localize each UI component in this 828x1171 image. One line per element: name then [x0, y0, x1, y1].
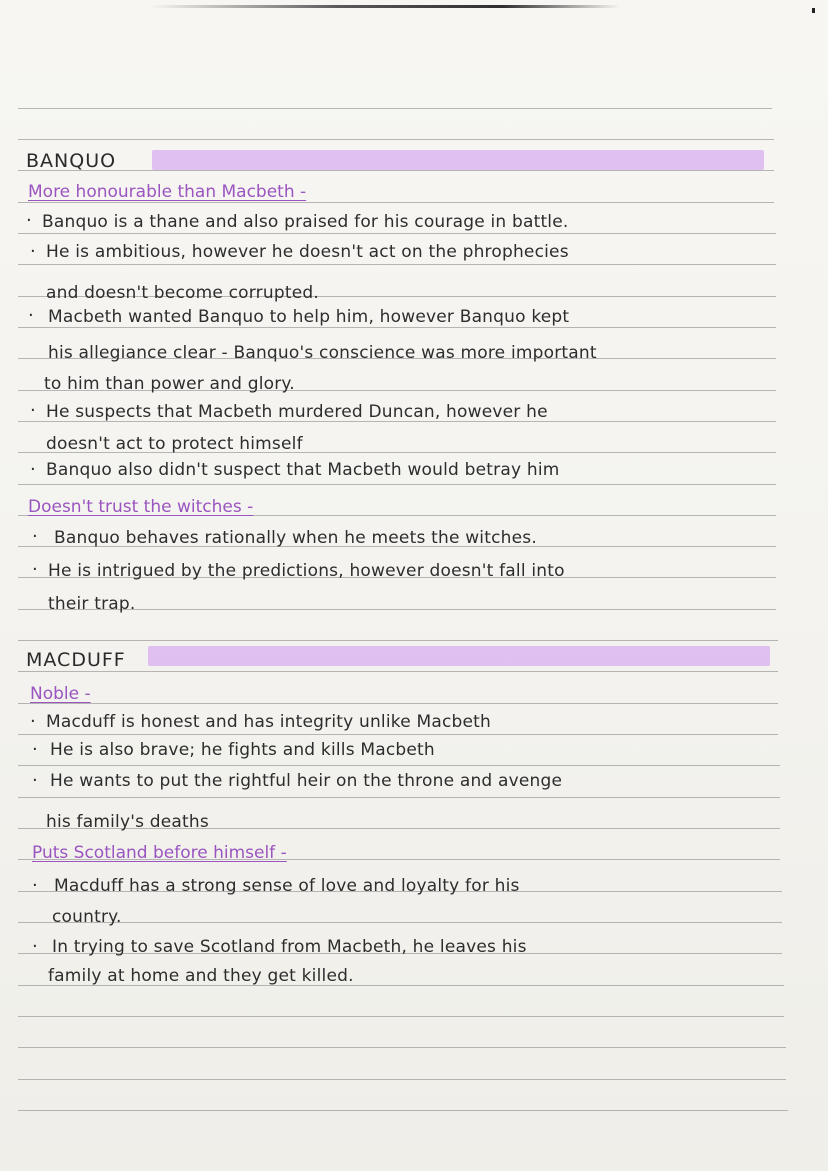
bullet-point: · — [30, 711, 36, 732]
note-line: Banquo also didn't suspect that Macbeth would betray him — [46, 460, 560, 480]
ruled-line — [18, 484, 776, 485]
ruled-line — [18, 640, 778, 641]
note-line: family at home and they get killed. — [48, 966, 354, 986]
ruled-line — [18, 671, 778, 672]
bullet-point: · — [30, 459, 36, 480]
note-line: In trying to save Scotland from Macbeth, he leaves his — [52, 937, 527, 957]
note-line: Banquo is a thane and also praised for his courage in battle. — [42, 212, 569, 232]
section-title-macduff: MACDUFF — [26, 649, 126, 671]
bullet-point: · — [32, 559, 38, 580]
ruled-line — [18, 1016, 784, 1017]
ruled-line — [18, 170, 774, 171]
bullet-point: · — [32, 526, 38, 547]
note-line: country. — [52, 907, 122, 927]
note-line: He is intrigued by the predictions, however doesn't fall into — [48, 561, 565, 581]
note-line: He is also brave; he fights and kills Macbeth — [50, 740, 435, 760]
note-line: He wants to put the rightful heir on the throne and avenge — [50, 771, 563, 791]
title-highlight — [152, 150, 764, 170]
subheading-honourable: More honourable than Macbeth - — [28, 182, 307, 202]
note-line: his family's deaths — [46, 812, 209, 832]
bullet-point: · — [32, 739, 38, 760]
section-title-banquo: BANQUO — [26, 150, 117, 172]
ruled-line — [18, 1047, 786, 1048]
note-line: He is ambitious, however he doesn't act on the phrophecies — [46, 242, 569, 262]
subheading-scotland: Puts Scotland before himself - — [32, 843, 287, 863]
note-line: his allegiance clear - Banquo's conscience was more important — [48, 343, 597, 363]
bullet-point: · — [30, 400, 36, 421]
corner-mark — [812, 8, 815, 13]
ruled-line — [18, 1079, 786, 1080]
ruled-line — [18, 797, 780, 798]
ruled-line — [18, 922, 782, 923]
ruled-line — [18, 327, 776, 328]
ruled-line — [18, 202, 774, 203]
ruled-line — [18, 734, 778, 735]
bullet-point: · — [30, 241, 36, 262]
ruled-line — [18, 703, 778, 704]
subheading-noble: Noble - — [30, 684, 91, 704]
subheading-witches: Doesn't trust the witches - — [28, 497, 254, 517]
bullet-point: · — [28, 305, 34, 326]
ruled-line — [18, 233, 776, 234]
note-line: doesn't act to protect himself — [46, 434, 303, 454]
bullet-point: · — [26, 210, 32, 231]
note-line: He suspects that Macbeth murdered Duncan, however he — [46, 402, 548, 422]
bullet-point: · — [32, 875, 38, 896]
bullet-point: · — [32, 770, 38, 791]
ruled-line — [18, 139, 774, 140]
note-line: to him than power and glory. — [44, 374, 295, 394]
bullet-point: · — [32, 936, 38, 957]
note-line: their trap. — [48, 594, 136, 614]
note-line: Banquo behaves rationally when he meets the witches. — [54, 528, 537, 548]
title-highlight — [148, 646, 770, 666]
ruled-line — [18, 1110, 788, 1111]
ruled-line — [18, 108, 772, 109]
ruled-line — [18, 264, 776, 265]
note-line: Macbeth wanted Banquo to help him, however Banquo kept — [48, 307, 570, 327]
ruled-line — [18, 765, 780, 766]
note-line: and doesn't become corrupted. — [46, 283, 319, 303]
note-line: Macduff is honest and has integrity unlike Macbeth — [46, 712, 492, 732]
note-line: Macduff has a strong sense of love and loyalty for his — [54, 876, 520, 896]
page-top-edge — [150, 5, 620, 8]
